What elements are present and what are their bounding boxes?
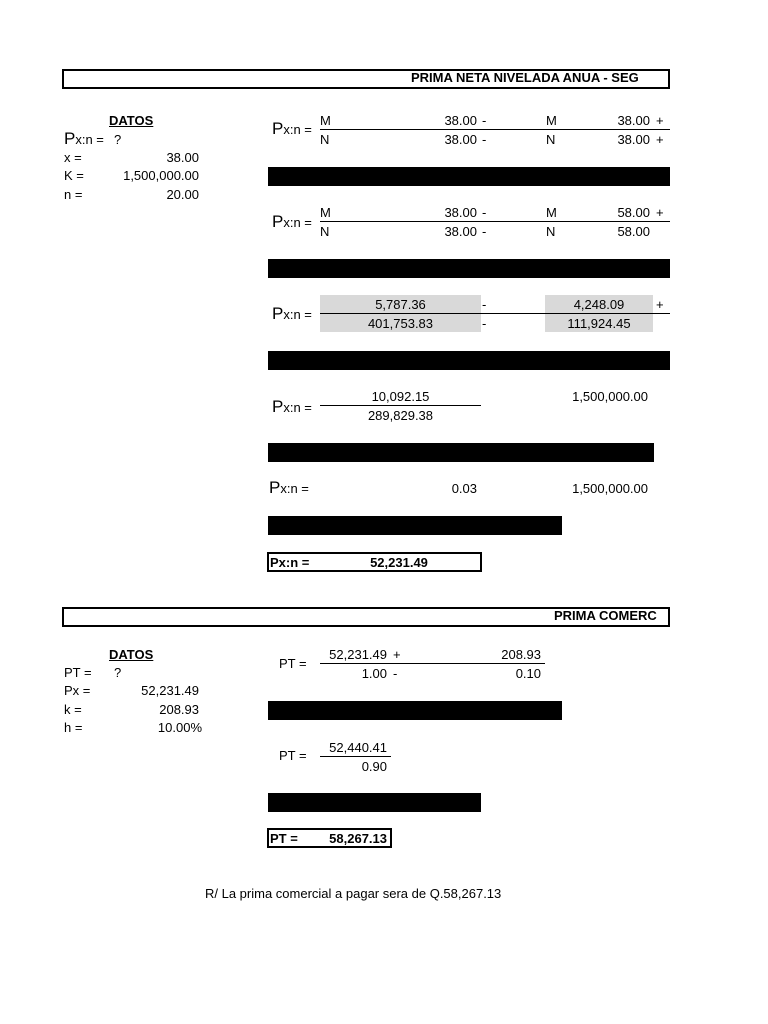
redaction-bar (268, 167, 670, 186)
step1-px-label: Px:n = (272, 119, 312, 138)
section1-title-box (62, 69, 670, 89)
step2-op3: - (482, 224, 487, 239)
step1-den-v1: 38.00 (444, 132, 477, 147)
step1-op4: + (656, 132, 664, 147)
step1-op1: - (482, 113, 487, 128)
step3-op3: - (482, 316, 487, 331)
step1-op3: - (482, 132, 487, 147)
step2-px-label: Px:n = (272, 212, 312, 231)
step2-den-n2: N (546, 224, 556, 239)
step3-fraction-line (320, 313, 670, 314)
datos-x-value: 38.00 (166, 150, 199, 165)
step2-den-n: N (320, 224, 330, 239)
pt-step2-fraction-line (320, 756, 391, 757)
step3-op1: - (482, 297, 487, 312)
datos2-pt-value: ? (114, 665, 122, 680)
step1-num-v1: 38.00 (444, 113, 477, 128)
step1-op2: + (656, 113, 664, 128)
step2-num-m: M (320, 205, 331, 220)
step4-num: 10,092.15 (371, 389, 430, 404)
datos-px-value: ? (114, 132, 122, 147)
datos2-pt-label: PT = (64, 665, 92, 680)
step2-fraction-line (320, 221, 670, 222)
datos-k-value: 1,500,000.00 (123, 168, 199, 183)
pt-step2-num: 52,440.41 (329, 740, 387, 755)
pt-step2-den: 0.90 (361, 759, 387, 774)
step5-px-label: Px:n = (269, 478, 309, 497)
redaction-bar (268, 793, 481, 812)
step3-px-label: Px:n = (272, 304, 312, 323)
pt-step1-den-v2: 0.10 (515, 666, 541, 681)
pt-step1-num-v2: 208.93 (501, 647, 541, 662)
step4-den: 289,829.38 (367, 408, 434, 423)
datos2-px-label: Px = (64, 683, 91, 698)
step2-op1: - (482, 205, 487, 220)
datos2-k-value: 208.93 (159, 702, 199, 717)
step2-num-m2: M (546, 205, 557, 220)
pt-step1-op2: - (393, 666, 398, 681)
section2-title: PRIMA COMERC (554, 608, 657, 623)
datos-px-label: Px:n = (64, 129, 104, 148)
datos2-h-value: 10.00% (157, 720, 202, 735)
px-result-label: Px:n = (270, 555, 310, 570)
step3-op2: + (656, 297, 664, 312)
redaction-bar (268, 701, 562, 720)
pt-result-value: 58,267.13 (329, 831, 387, 846)
pt-step2-label: PT = (279, 748, 307, 763)
px-result-value: 52,231.49 (370, 555, 428, 570)
step2-num-v1: 38.00 (444, 205, 477, 220)
step1-den-v2: 38.00 (617, 132, 650, 147)
datos2-title: DATOS (109, 647, 154, 662)
step1-num-m2: M (546, 113, 557, 128)
step5-ratio: 0.03 (451, 481, 477, 496)
px-result-box (267, 552, 482, 572)
step2-den-v2: 58.00 (617, 224, 650, 239)
datos2-px-value: 52,231.49 (141, 683, 199, 698)
datos-title: DATOS (109, 113, 154, 128)
pt-step1-den-v1: 1.00 (361, 666, 387, 681)
step3-den-v2: 111,924.45 (567, 316, 631, 331)
step4-k: 1,500,000.00 (572, 389, 648, 404)
step2-op2: + (656, 205, 664, 220)
pt-result-box (267, 828, 392, 848)
step2-den-v1: 38.00 (444, 224, 477, 239)
datos-n-label: n = (64, 187, 83, 202)
pt-step1-fraction-line (320, 663, 545, 664)
datos-n-value: 20.00 (166, 187, 199, 202)
datos2-h-label: h = (64, 720, 83, 735)
redaction-bar (268, 259, 670, 278)
pt-result-label: PT = (270, 831, 298, 846)
step4-fraction-line (320, 405, 481, 406)
redaction-bar (268, 443, 654, 462)
pt-step1-op1: + (393, 647, 401, 662)
redaction-bar (268, 516, 562, 535)
pt-step1-label: PT = (279, 656, 307, 671)
step1-fraction-line (320, 129, 670, 130)
answer-text: R/ La prima comercial a pagar sera de Q.58,267.13 (205, 886, 502, 901)
step2-num-v2: 58.00 (617, 205, 650, 220)
section1-title: PRIMA NETA NIVELADA ANUA - SEG (411, 70, 639, 85)
step4-px-label: Px:n = (272, 397, 312, 416)
pt-step1-num-v1: 52,231.49 (329, 647, 387, 662)
section2-title-box (62, 607, 670, 627)
step3-num-v1: 5,787.36 (375, 297, 426, 312)
step5-k: 1,500,000.00 (572, 481, 648, 496)
datos2-k-label: k = (64, 702, 82, 717)
step3-num-v2: 4,248.09 (573, 297, 625, 312)
step1-num-v2: 38.00 (617, 113, 650, 128)
datos-x-label: x = (64, 150, 82, 165)
step1-den-n: N (320, 132, 330, 147)
step1-num-m: M (320, 113, 331, 128)
step1-den-n2: N (546, 132, 556, 147)
redaction-bar (268, 351, 670, 370)
step3-den-v1: 401,753.83 (367, 316, 434, 331)
datos-k-label: K = (64, 168, 84, 183)
